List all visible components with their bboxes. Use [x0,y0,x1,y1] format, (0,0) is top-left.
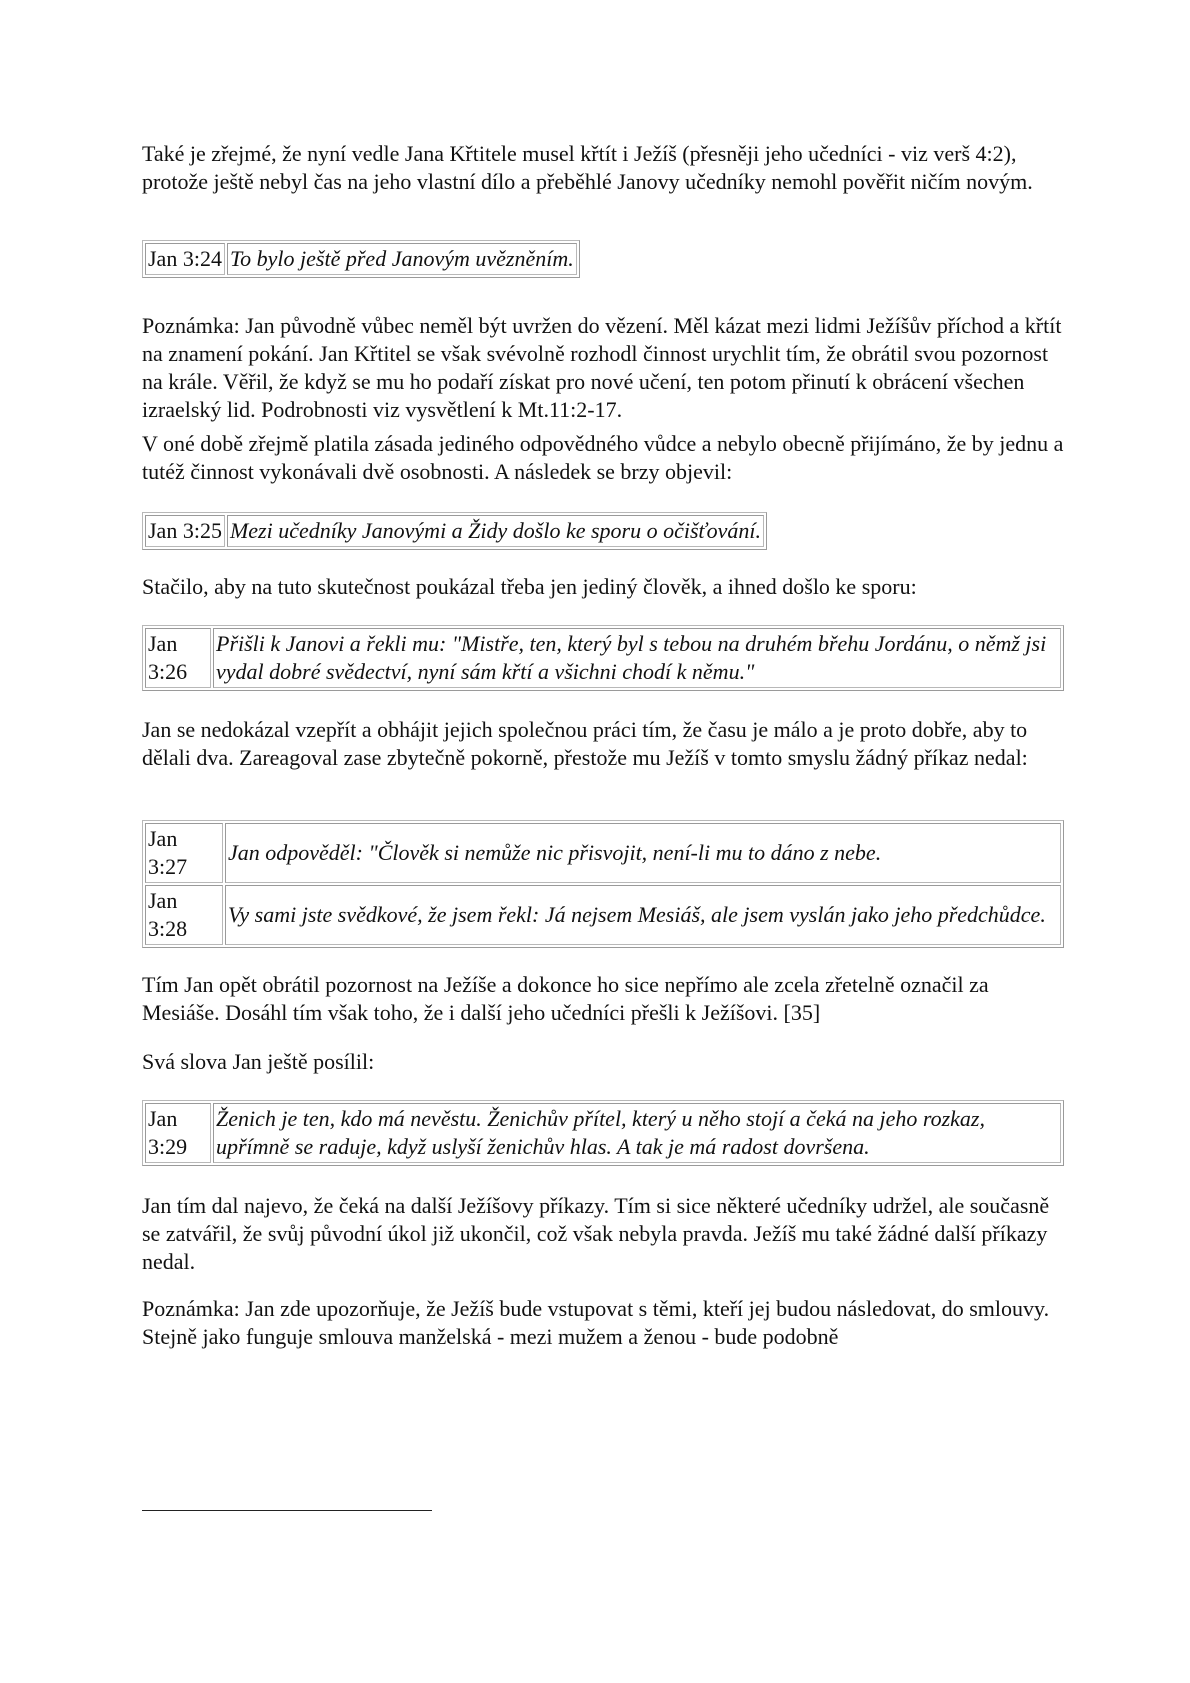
verse-reference: Jan 3:26 [145,628,211,688]
paragraph-4 [142,573,1064,601]
verse-block-3-24 [142,240,1064,278]
verse-text: Vy sami jste svědkové, že jsem řekl: Já nejsem Mesiáš, ale jsem vyslán jako jeho předchůdce. [225,885,1061,945]
paragraph-text: Také je zřejmé, že nyní vedle Jana Křtitele musel křtít i Ježíš (přesněji jeho učedníci - viz verš 4:2), protože ještě nebyl čas na jeho vlastní dílo a přeběhlé Janovy učedníky nemohl pověřit ničím novým. [142,141,1033,194]
paragraph-1 [142,140,1064,196]
verse-row [145,885,1061,945]
paragraph-text: Tím Jan opět obrátil pozornost na Ježíše a dokonce ho sice nepřímo ale zcela zřetelně označil za Mesiáše. Dosáhl tím však toho, že i další jeho učedníci přešli k Ježíšovi. [35] [142,972,989,1025]
paragraph-text: V oné době zřejmě platila zásada jediného odpovědného vůdce a nebylo obecně přijímáno, že by jednu a tutéž činnost vykonávali dvě osobnosti. A následek se brzy objevil: [142,431,1064,484]
paragraph-7 [142,1048,1064,1076]
verse-row [145,628,1061,688]
verse-block-3-26 [142,625,1064,691]
verse-row [145,515,764,547]
paragraph-text: Poznámka: Jan zde upozorňuje, že Ježíš bude vstupovat s těmi, kteří jej budou následovat, do smlouvy. Stejně jako funguje smlouva manželská - mezi mužem a ženou - bude podobně [142,1296,1050,1349]
verse-table [142,820,1064,948]
footnote-divider [142,1510,432,1511]
verse-reference: Jan 3:28 [145,885,223,945]
paragraph-2 [142,312,1064,424]
paragraph-text: Poznámka: Jan původně vůbec neměl být uvržen do vězení. Měl kázat mezi lidmi Ježíšův příchod a křtít na znamení pokání. Jan Křtitel se však svévolně rozhodl činnost urychlit tím, že obrátil svou pozornost na krále. Věřil, že když se mu ho podaří získat pro nové učení, ten potom přinutí k obrácení všechen izraelský lid. Podrobnosti viz vysvětlení k Mt.11:2-17. [142,313,1062,422]
verse-reference: Jan 3:24 [145,243,225,275]
paragraph-text: Stačilo, aby na tuto skutečnost poukázal třeba jen jediný člověk, a ihned došlo ke sporu: [142,574,917,599]
verse-table [142,512,767,550]
verse-row [145,1103,1061,1163]
paragraph-6 [142,971,1064,1027]
paragraph-text: Svá slova Jan ještě posílil: [142,1049,375,1074]
verse-block-3-29 [142,1100,1064,1166]
verse-text: To bylo ještě před Janovým uvězněním. [227,243,577,275]
verse-row [145,823,1061,883]
verse-block-3-27-28 [142,820,1064,948]
paragraph-8 [142,1192,1064,1276]
paragraph-5 [142,716,1064,772]
verse-reference: Jan 3:27 [145,823,223,883]
verse-text: Jan odpověděl: "Člověk si nemůže nic přisvojit, není-li mu to dáno z nebe. [225,823,1061,883]
paragraph-3 [142,430,1064,486]
paragraph-text: Jan se nedokázal vzepřít a obhájit jejich společnou práci tím, že času je málo a je proto dobře, aby to dělali dva. Zareagoval zase zbytečně pokorně, přestože mu Ježíš v tomto smyslu žádný příkaz nedal: [142,717,1028,770]
verse-text: Přišli k Janovi a řekli mu: "Mistře, ten, který byl s tebou na druhém břehu Jordánu, o němž jsi vydal dobré svědectví, nyní sám křtí a všichni chodí k němu." [213,628,1061,688]
paragraph-9 [142,1295,1064,1351]
verse-table [142,625,1064,691]
paragraph-text: Jan tím dal najevo, že čeká na další Ježíšovy příkazy. Tím si sice některé učedníky udržel, ale současně se zatvářil, že svůj původní úkol již ukončil, což však nebyla pravda. Ježíš mu také žádné další příkazy nedal. [142,1193,1050,1274]
verse-reference: Jan 3:25 [145,515,225,547]
verse-text: Mezi učedníky Janovými a Židy došlo ke sporu o očišťování. [227,515,764,547]
verse-table [142,1100,1064,1166]
verse-reference: Jan 3:29 [145,1103,211,1163]
verse-table [142,240,580,278]
verse-block-3-25 [142,512,1064,550]
verse-text: Ženich je ten, kdo má nevěstu. Ženichův přítel, který u něho stojí a čeká na jeho rozkaz, upřímně se raduje, když uslyší ženichův hlas. A tak je má radost dovršena. [213,1103,1061,1163]
verse-row [145,243,577,275]
